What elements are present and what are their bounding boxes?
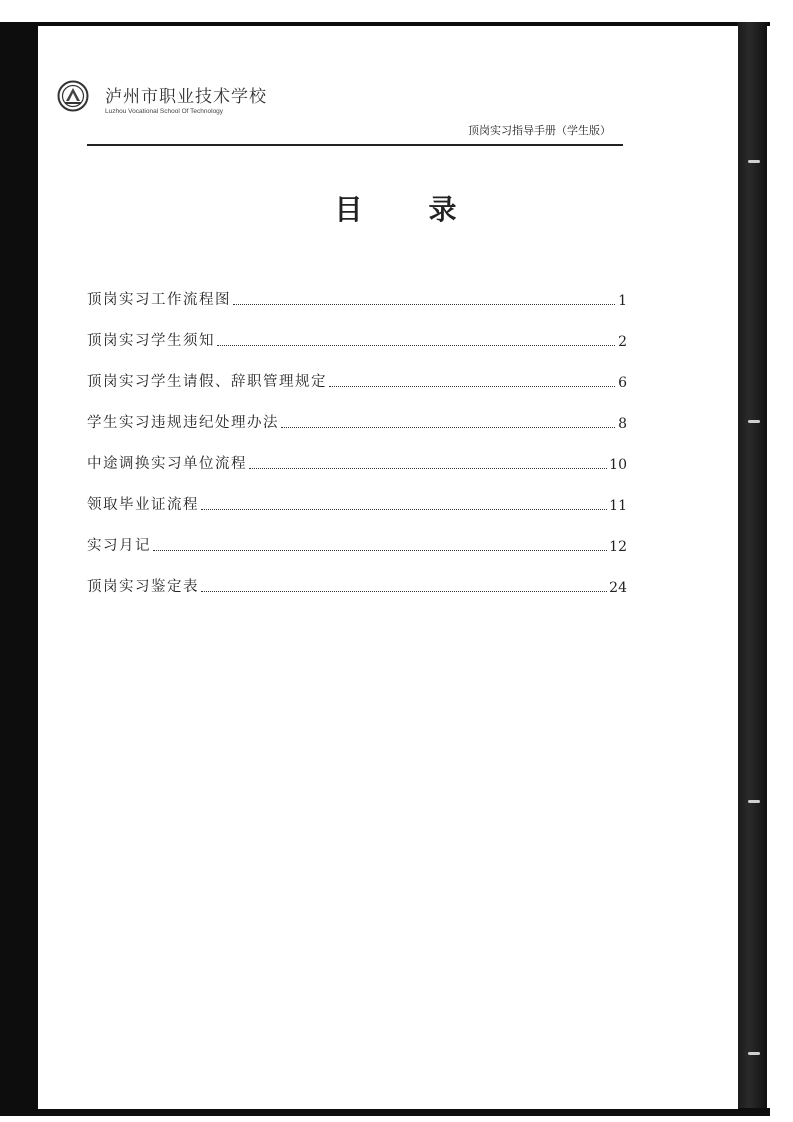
scan-streak — [748, 1052, 760, 1055]
toc-page-number: 1 — [618, 293, 627, 309]
header-divider — [87, 144, 623, 146]
toc-dot-leader — [201, 508, 607, 510]
scan-streak — [748, 160, 760, 163]
toc-entry[interactable] — [87, 514, 627, 555]
page-title — [0, 188, 793, 228]
toc-dot-leader — [201, 590, 607, 592]
toc-page-number: 2 — [618, 334, 627, 350]
toc-entry[interactable] — [87, 309, 627, 350]
toc-dot-leader — [249, 467, 607, 469]
page-header — [57, 74, 623, 146]
toc-entry-label: 领取毕业证流程 — [87, 497, 199, 513]
toc-page-number: 6 — [618, 375, 627, 391]
title-char-1: 目 — [334, 193, 365, 226]
school-name-en: Luzhou Vocational School Of Technology — [105, 108, 224, 115]
toc-dot-leader — [329, 385, 615, 387]
title-char-2: 录 — [428, 193, 459, 226]
scan-border-left — [0, 22, 40, 1115]
toc-entry[interactable] — [87, 555, 627, 596]
school-name-cn: 泸州市职业技术学校 — [105, 87, 267, 107]
toc-page-number: 10 — [609, 457, 627, 473]
toc-entry[interactable] — [87, 350, 627, 391]
toc-entry-label: 学生实习违规违纪处理办法 — [87, 415, 279, 431]
table-of-contents — [87, 268, 627, 596]
toc-dot-leader — [281, 426, 615, 428]
toc-dot-leader — [153, 549, 607, 551]
toc-entry-label: 实习月记 — [87, 538, 151, 554]
toc-entry[interactable] — [87, 432, 627, 473]
manual-title: 顶岗实习指导手册（学生版） — [468, 124, 611, 137]
toc-page-number: 24 — [609, 580, 627, 596]
toc-entry[interactable] — [87, 391, 627, 432]
scan-streak — [748, 800, 760, 803]
toc-entry-label: 顶岗实习学生须知 — [87, 333, 215, 349]
toc-dot-leader — [233, 303, 615, 305]
toc-entry-label: 顶岗实习学生请假、辞职管理规定 — [87, 374, 327, 390]
toc-entry[interactable] — [87, 473, 627, 514]
toc-entry-label: 中途调换实习单位流程 — [87, 456, 247, 472]
scan-border-right — [737, 22, 767, 1115]
school-logo-icon — [57, 80, 89, 112]
toc-entry-label: 顶岗实习鉴定表 — [87, 579, 199, 595]
toc-page-number: 12 — [609, 539, 627, 555]
toc-dot-leader — [217, 344, 615, 346]
toc-entry-label: 顶岗实习工作流程图 — [87, 292, 231, 308]
toc-page-number: 8 — [618, 416, 627, 432]
scan-streak — [748, 420, 760, 423]
toc-page-number: 11 — [609, 498, 627, 514]
scan-border-bottom — [0, 1108, 770, 1116]
toc-entry[interactable] — [87, 268, 627, 309]
